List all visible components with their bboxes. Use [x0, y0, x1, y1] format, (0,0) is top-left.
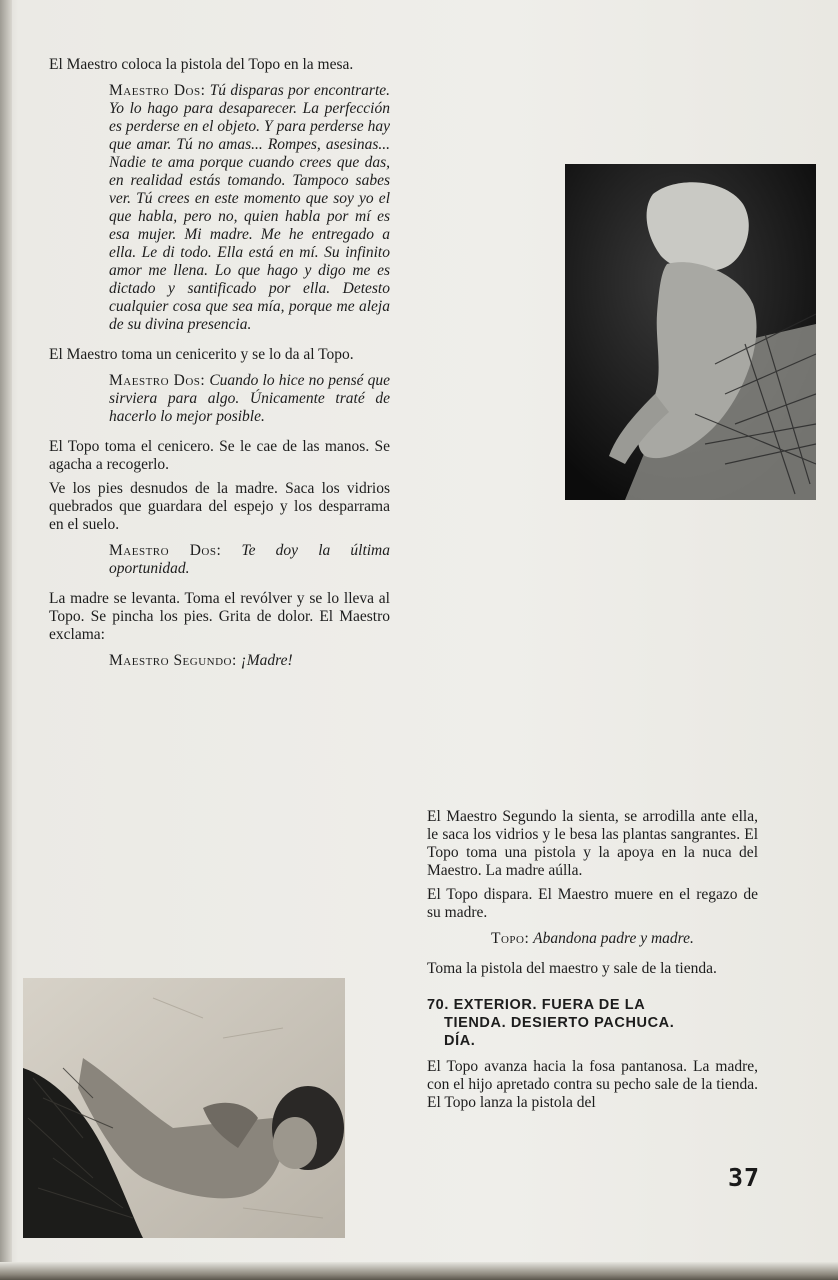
- speaker-name: Maestro Dos:: [109, 82, 206, 99]
- page-number: 37: [728, 1163, 761, 1192]
- speaker-name: Maestro Dos:: [109, 542, 222, 559]
- left-column: [49, 56, 390, 682]
- paragraph: El Maestro Segundo la sienta, se arrodilla ante ella, le saca los vidrios y le besa las plantas sangrantes. El Topo toma una pistola y la apoya en la nuca del Maestro. La madre aúlla.: [427, 808, 758, 879]
- page-bottom-edge: [0, 1262, 838, 1280]
- photo-figure-dark: [565, 164, 816, 500]
- scene-heading-line: TIENDA. DESIERTO PACHUCA.: [444, 1015, 675, 1031]
- dialogue-block: [49, 652, 390, 670]
- photo-figure-dark-image: [565, 164, 816, 500]
- book-spine: [0, 0, 12, 1280]
- dialogue-block: [109, 372, 390, 426]
- speaker-name: Topo:: [491, 930, 530, 947]
- dialogue-text: Abandona padre y madre.: [533, 930, 694, 947]
- dialogue-block: [109, 82, 390, 334]
- photo-figure-sand-image: [23, 978, 345, 1238]
- speaker-name: Maestro Segundo:: [109, 652, 237, 669]
- speaker-name: Maestro Dos:: [109, 372, 206, 389]
- paragraph: El Topo avanza hacia la fosa pantanosa. La madre, con el hijo apretado contra su pecho sale de la tienda. El Topo lanza la pistola del: [427, 1058, 758, 1111]
- paragraph: Toma la pistola del maestro y sale de la tienda.: [427, 960, 717, 977]
- paragraph: La madre se levanta. Toma el revólver y se lo lleva al Topo. Se pincha los pies. Grita de dolor. El Maestro exclama:: [49, 590, 390, 643]
- dialogue-text: ¡Madre!: [240, 652, 293, 669]
- paragraph: El Maestro coloca la pistola del Topo en la mesa.: [49, 56, 354, 73]
- scene-heading-line: DÍA.: [444, 1033, 476, 1049]
- photo-figure-sand: [23, 978, 345, 1238]
- paragraph: El Topo dispara. El Maestro muere en el regazo de su madre.: [427, 886, 758, 921]
- dialogue-text: Cuando lo hice no pensé que sirviera para algo. Únicamente traté de hacerlo lo mejor posible.: [109, 372, 390, 425]
- dialogue-block: [109, 542, 390, 578]
- dialogue-text: Te doy la última oportunidad.: [109, 542, 391, 577]
- paragraph: El Maestro toma un cenicerito y se lo da al Topo.: [49, 346, 354, 363]
- paragraph: Ve los pies desnudos de la madre. Saca los vidrios quebrados que guardara del espejo y los desparrama en el suelo.: [49, 480, 390, 533]
- right-column: [427, 808, 758, 1118]
- dialogue-text: Tú disparas por encontrarte. Yo lo hago para desaparecer. La perfección es perderse en el objeto. Y para perderse hay que amar. Tú no amas... Rompes, asesinas... Nadie te ama porque cuando crees que das, en realidad estás tomando. Tampoco sabes ver. Tú crees en este momento que soy yo el que habla, pero no, quien habla por mí es esa mujer. Mi madre. Me he entregado a ella. Le di todo. Ella está en mí. Su infinito amor me llena. Lo que hago y digo me es dictado y santificado por ella. Detesto cualquier cosa que sea mía, porque me aleja de su divina presencia.: [109, 82, 391, 333]
- scene-heading: [427, 996, 758, 1050]
- scene-heading-line: 70. EXTERIOR. FUERA DE LA: [427, 997, 646, 1013]
- dialogue-block: [427, 930, 758, 948]
- paragraph: El Topo toma el cenicero. Se le cae de las manos. Se agacha a recogerlo.: [49, 438, 390, 473]
